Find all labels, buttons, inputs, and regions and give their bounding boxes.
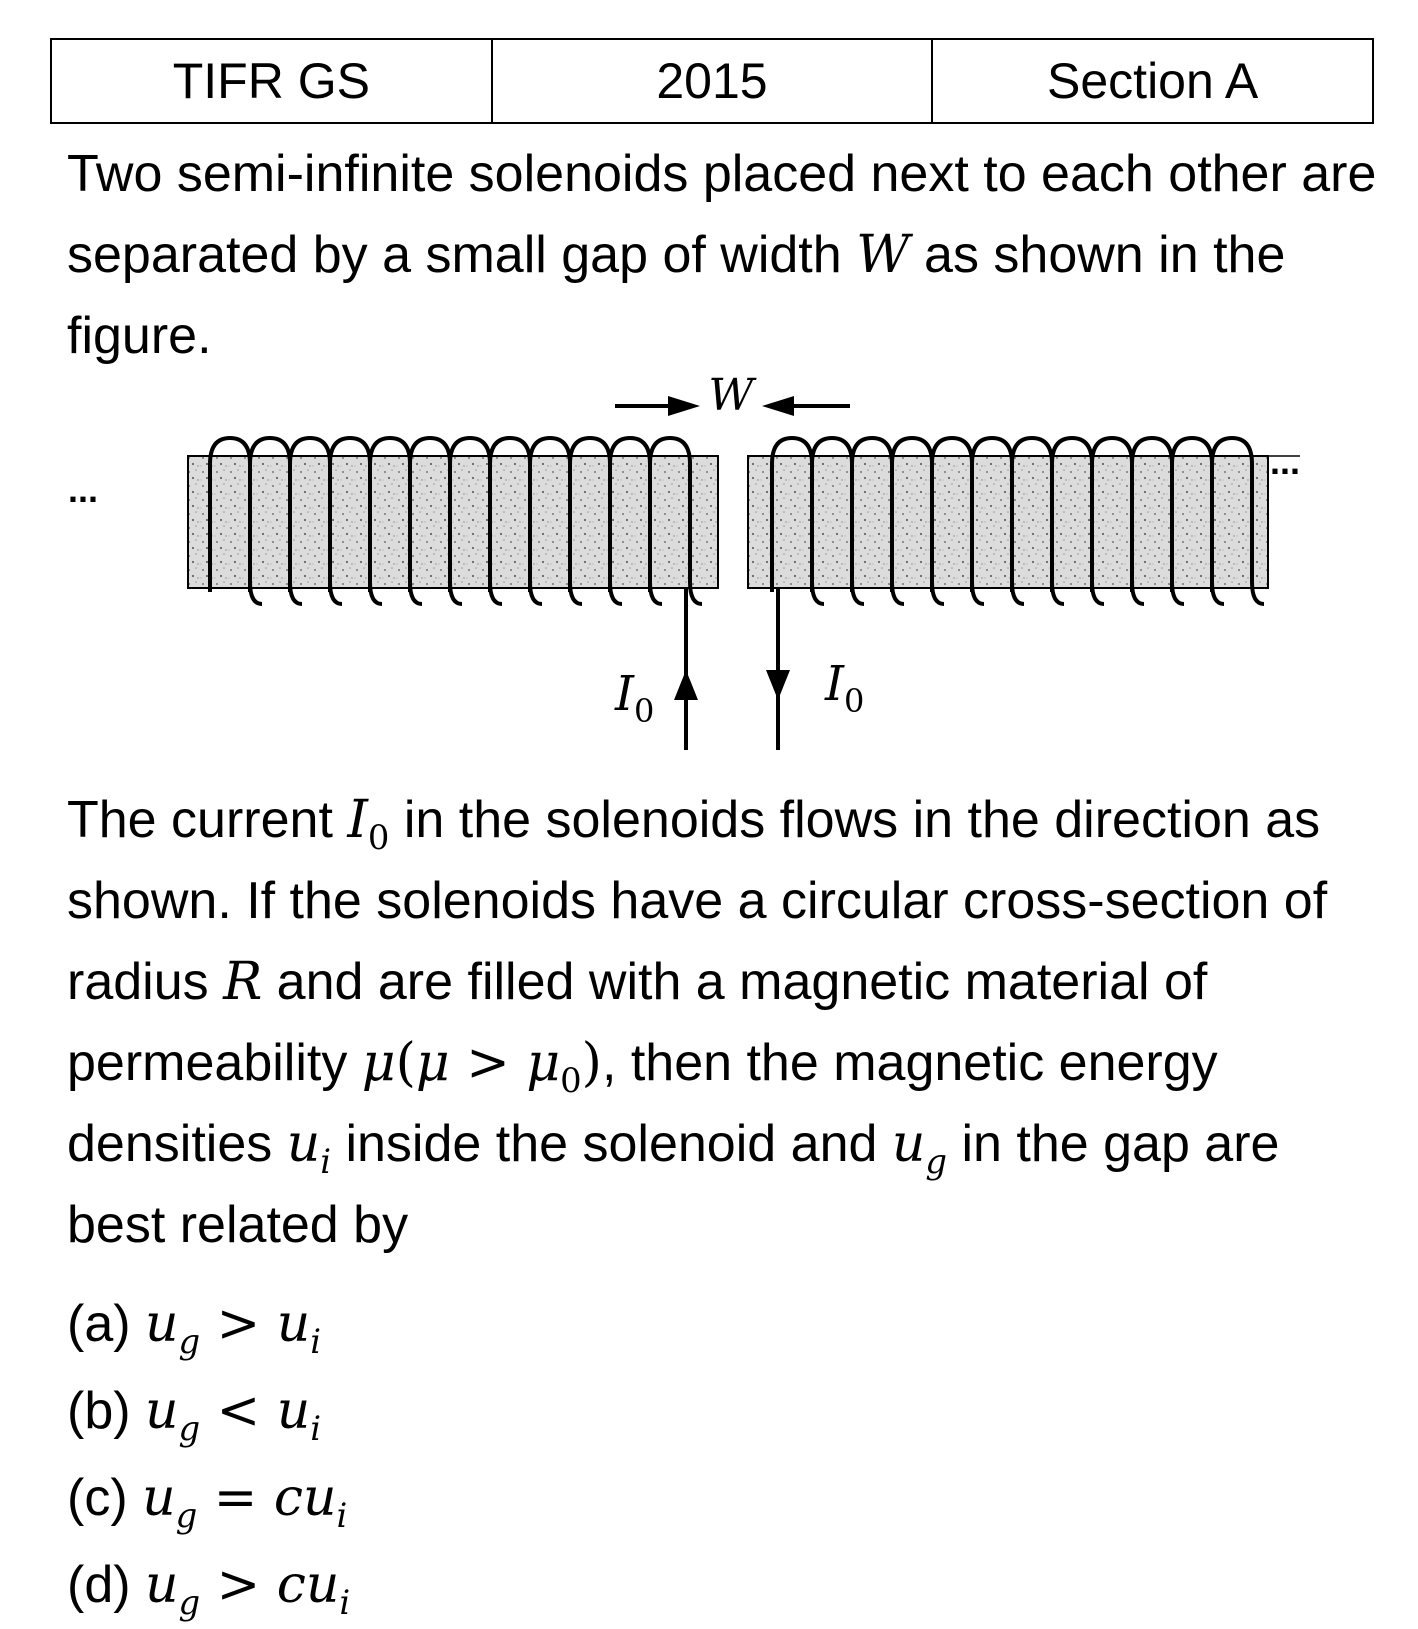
option-label: (c) xyxy=(67,1469,128,1527)
right-ellipsis: ... xyxy=(1270,441,1301,482)
option-a[interactable]: (a) $u_g > u_i$ xyxy=(67,1294,322,1361)
body-text-5: inside the solenoid and xyxy=(331,1115,892,1173)
right-current-label: $I_0$ xyxy=(825,656,865,720)
option-b[interactable]: (b) $u_g < u_i$ xyxy=(67,1381,322,1448)
intro-text-post: as shown in the figure. xyxy=(67,226,1286,365)
header-section: Section A xyxy=(932,39,1373,123)
body-text-3: and are filled with a magnetic material of permeability xyxy=(67,953,1208,1092)
var-r: R xyxy=(223,952,263,1012)
var-mu: μ xyxy=(361,1033,396,1093)
option-label: (d) xyxy=(67,1556,131,1614)
option-c[interactable]: (c) $u_g = cu_i$ xyxy=(67,1468,348,1535)
gap-arrow-right xyxy=(762,396,794,416)
header-exam: TIFR GS xyxy=(51,39,492,123)
right-current-arrow xyxy=(766,670,790,700)
answer-options xyxy=(67,1280,350,1628)
left-current-label: $I_0$ xyxy=(615,666,655,730)
option-label: (a) xyxy=(67,1295,131,1353)
left-solenoid-core xyxy=(188,456,718,588)
header-table xyxy=(50,38,1374,124)
body-text-6: in the gap are best related by xyxy=(67,1115,1280,1254)
body-text-2: in the solenoids flows in the direction as shown. If the solenoids have a circular cross-section of radius xyxy=(67,791,1328,1011)
right-solenoid-core xyxy=(748,456,1268,588)
solenoid-diagram xyxy=(60,370,1410,790)
question-intro xyxy=(67,134,1377,377)
body-text-4: , then the magnetic energy densities xyxy=(67,1034,1218,1173)
var-w: W xyxy=(856,225,910,285)
header-year: 2015 xyxy=(492,39,933,123)
question-body xyxy=(67,780,1377,1266)
var-ui: $u_i$ xyxy=(286,1114,331,1181)
left-current-arrow xyxy=(674,670,698,700)
header-row xyxy=(51,39,1373,123)
option-label: (b) xyxy=(67,1382,131,1440)
left-ellipsis: ... xyxy=(68,469,99,510)
body-text-1: The current xyxy=(67,791,348,849)
var-ug: $u_g$ xyxy=(891,1114,947,1181)
intro-text-pre: Two semi-infinite solenoids placed next to each other are separated by a small gap of width xyxy=(67,145,1377,284)
gap-label: W xyxy=(708,370,754,421)
solenoid-figure xyxy=(60,370,1410,790)
var-i0: $I_0$ xyxy=(347,790,390,857)
mu-condition: $(\mu > \mu_0)$ xyxy=(395,1033,602,1100)
gap-arrow-left xyxy=(668,396,700,416)
option-d[interactable]: (d) $u_g > cu_i$ xyxy=(67,1555,351,1622)
